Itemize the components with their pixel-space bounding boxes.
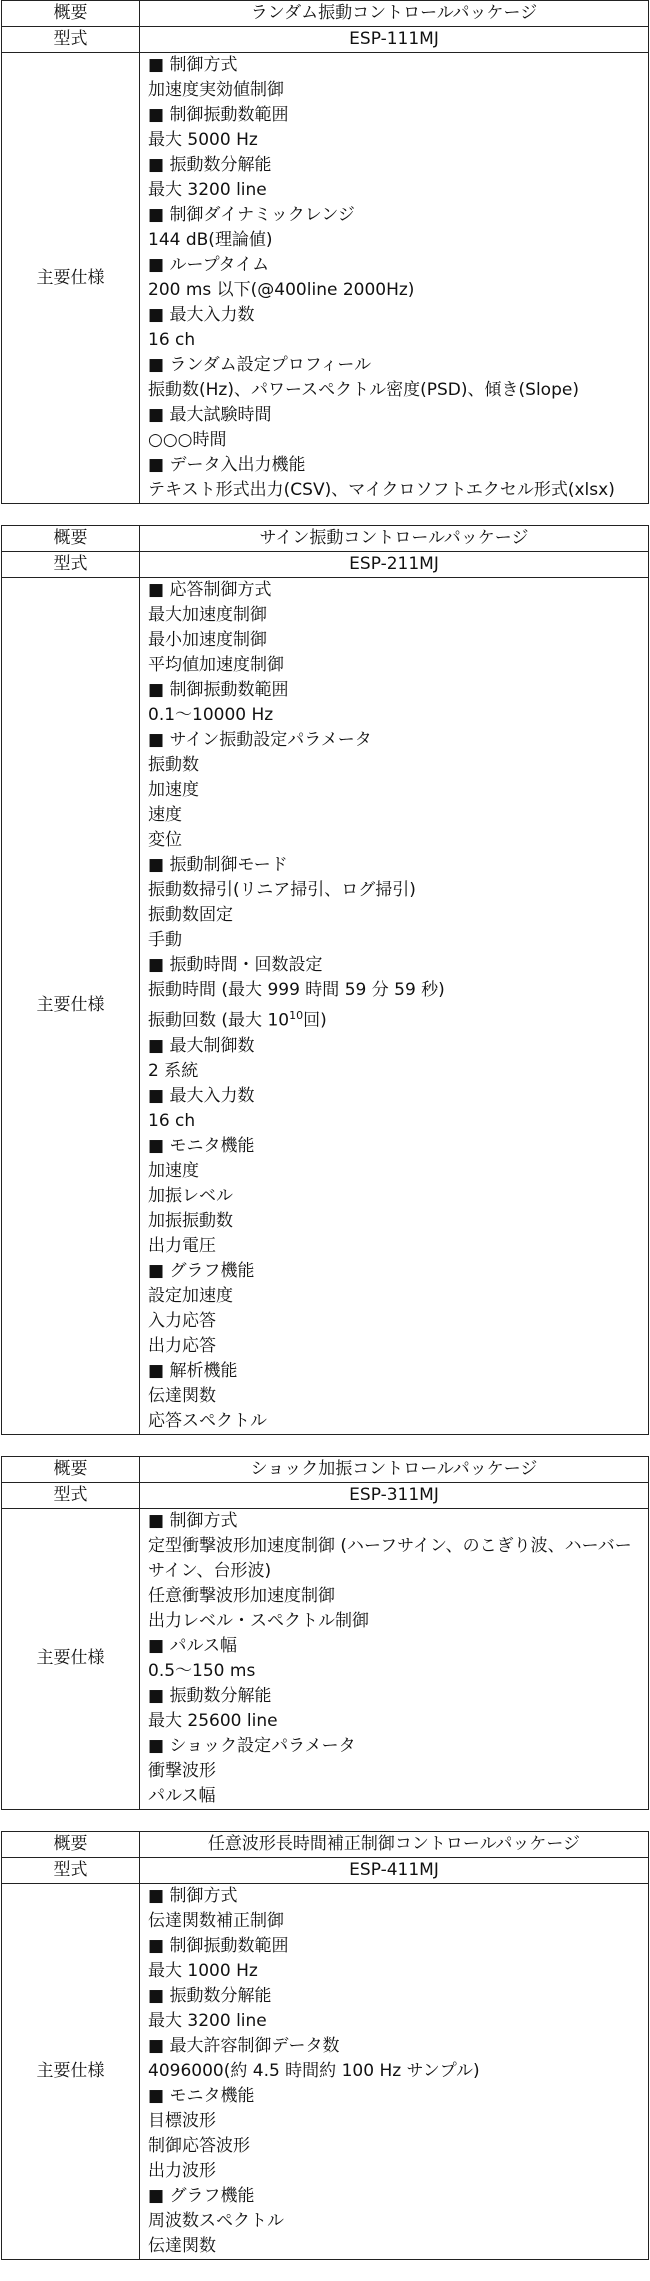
overview-label: 概要 [2, 1456, 140, 1482]
spec-item-text: 0.5～150 ms [148, 1660, 256, 1681]
spec-item [148, 1609, 640, 1634]
spec-heading-text: ■ モニタ機能 [148, 2085, 255, 2106]
spec-heading [148, 103, 640, 128]
spec-heading-text: ■ 解析機能 [148, 1360, 238, 1381]
package-title: 任意波形長時間補正制御コントロールパッケージ [140, 1831, 649, 1857]
spec-heading-text: ■ 最大入力数 [148, 1085, 255, 1106]
spec-item [148, 2109, 640, 2134]
spec-item-text: 振動数固定 [148, 905, 233, 925]
spec-item-text: 伝達関数 [148, 1385, 216, 1406]
spec-item-text: 出力応答 [148, 1335, 216, 1356]
overview-label: 概要 [2, 1, 140, 27]
spec-item-text: 衝撃波形 [148, 1760, 216, 1781]
spec-item-text: 振動数 [148, 755, 199, 775]
spec-heading [148, 1259, 640, 1284]
spec-item [148, 778, 640, 803]
spec-heading-text: ■ グラフ機能 [148, 1260, 255, 1281]
spec-item-text: 4096000(約 4.5 時間約 100 Hz サンプル) [148, 2060, 480, 2081]
spec-table [1, 1831, 649, 2260]
overview-row [2, 1, 649, 27]
spec-heading [148, 678, 640, 703]
spec-item [148, 928, 640, 953]
overview-row [2, 526, 649, 552]
spec-heading [148, 953, 640, 978]
spec-table [1, 0, 649, 504]
spec-heading-text: ■ 振動時間・回数設定 [148, 955, 323, 975]
spec-item [148, 1384, 640, 1409]
spec-item [148, 1409, 640, 1434]
spec-item [148, 228, 640, 253]
table-gap [0, 504, 650, 525]
spec-heading-text: ■ ショック設定パラメータ [148, 1735, 356, 1756]
spec-heading [148, 53, 640, 78]
spec-item [148, 1309, 640, 1334]
spec-heading-text: ■ 最大許容制御データ数 [148, 2035, 340, 2056]
spec-heading [148, 1359, 640, 1384]
spec-item [148, 2059, 640, 2084]
model-label: 型式 [2, 1857, 140, 1883]
spec-heading [148, 2034, 640, 2059]
spec-item-text: 定型衝撃波形加速度制御 (ハーフサイン、のこぎり波、ハーバーサイン、台形波) [148, 1535, 632, 1581]
spec-heading-text: ■ 最大制御数 [148, 1035, 255, 1056]
spec-item [148, 703, 640, 728]
spec-item-text: 0.1～10000 Hz [148, 705, 274, 725]
spec-heading-text: ■ 振動制御モード [148, 855, 288, 875]
spec-row [2, 53, 649, 504]
spec-item [148, 1534, 640, 1584]
overview-label: 概要 [2, 526, 140, 552]
spec-item [148, 1784, 640, 1809]
spec-heading-text: ■ 最大試験時間 [148, 405, 272, 425]
spec-heading-text: ■ ランダム設定プロフィール [148, 355, 372, 375]
spec-heading [148, 578, 640, 603]
spec-item-text: 最大 25600 line [148, 1710, 278, 1731]
overview-row [2, 1456, 649, 1482]
spec-item-text: 200 ms 以下(@400line 2000Hz) [148, 280, 415, 300]
spec-heading-text: ■ データ入出力機能 [148, 455, 306, 475]
spec-list [140, 53, 649, 504]
spec-heading-text: ■ 振動数分解能 [148, 1985, 272, 2006]
spec-item [148, 1759, 640, 1784]
spec-item-text: パルス幅 [148, 1785, 216, 1806]
spec-heading [148, 303, 640, 328]
spec-heading-text: ■ 振動数分解能 [148, 1685, 272, 1706]
spec-heading-text: ■ 制御振動数範囲 [148, 1935, 289, 1956]
spec-item-text: 144 dB(理論値) [148, 230, 273, 250]
spec-item-text: 加速度 [148, 1160, 199, 1181]
spec-heading [148, 403, 640, 428]
spec-item [148, 1059, 640, 1084]
spec-item-text: 制御応答波形 [148, 2135, 250, 2156]
spec-item [148, 1159, 640, 1184]
spec-item [148, 1959, 640, 1984]
spec-item-text: 2 系統 [148, 1060, 199, 1081]
spec-item [148, 2159, 640, 2184]
spec-heading [148, 453, 640, 478]
spec-item [148, 1209, 640, 1234]
spec-item [148, 1184, 640, 1209]
spec-item [148, 378, 640, 403]
spec-heading-text: ■ 最大入力数 [148, 305, 255, 325]
spec-heading [148, 1734, 640, 1759]
spec-item-text: 16 ch [148, 330, 196, 350]
exponent: 10 [289, 1009, 304, 1022]
model-number: ESP-111MJ [140, 27, 649, 53]
spec-heading [148, 728, 640, 753]
spec-item [148, 2134, 640, 2159]
spec-item [148, 2009, 640, 2034]
spec-item [148, 1909, 640, 1934]
spec-item-text: 最大 1000 Hz [148, 1960, 258, 1981]
spec-item-text: 入力応答 [148, 1310, 216, 1331]
spec-item [148, 78, 640, 103]
spec-list [140, 1883, 649, 2259]
spec-item-text: 加振レベル [148, 1185, 233, 1206]
spec-item-text: 目標波形 [148, 2110, 216, 2131]
spec-item [148, 1003, 640, 1034]
spec-heading-text: ■ 制御振動数範囲 [148, 105, 289, 125]
spec-item-text: 出力電圧 [148, 1235, 216, 1256]
spec-item [148, 878, 640, 903]
spec-item-text: 設定加速度 [148, 1285, 233, 1306]
spec-item [148, 1234, 640, 1259]
spec-item-text: ○○○時間 [148, 430, 227, 450]
package-title: サイン振動コントロールパッケージ [140, 526, 649, 552]
model-row [2, 1857, 649, 1883]
spec-heading [148, 153, 640, 178]
spec-heading-text: ■ 制御方式 [148, 1885, 238, 1906]
spec-item-text: 最大加速度制御 [148, 605, 267, 625]
model-label: 型式 [2, 1482, 140, 1508]
exponent-suffix: 回) [303, 1010, 327, 1031]
spec-heading [148, 2084, 640, 2109]
spec-item [148, 978, 640, 1003]
model-label: 型式 [2, 552, 140, 578]
spec-heading-text: ■ モニタ機能 [148, 1135, 255, 1156]
spec-item-text: 振動回数 (最大 10 [148, 1010, 290, 1031]
spec-list [140, 1508, 649, 1809]
spec-heading-text: ■ パルス幅 [148, 1635, 237, 1656]
spec-label: 主要仕様 [2, 1883, 140, 2259]
spec-row [2, 578, 649, 1435]
spec-item [148, 828, 640, 853]
spec-item-text: 最大 3200 line [148, 2010, 267, 2031]
spec-item [148, 2234, 640, 2259]
spec-item [148, 2209, 640, 2234]
spec-item [148, 328, 640, 353]
spec-item-text: 伝達関数 [148, 2235, 216, 2256]
package-title: ショック加振コントロールパッケージ [140, 1456, 649, 1482]
spec-table [1, 525, 649, 1435]
overview-label: 概要 [2, 1831, 140, 1857]
spec-item-text: 最大 5000 Hz [148, 130, 258, 150]
spec-heading [148, 1984, 640, 2009]
spec-heading-text: ■ 制御方式 [148, 1510, 238, 1531]
spec-heading [148, 853, 640, 878]
spec-item-text: 最小加速度制御 [148, 630, 267, 650]
spec-label: 主要仕様 [2, 1508, 140, 1809]
spec-item-text: 周波数スペクトル [148, 2210, 284, 2231]
spec-item-text: 加速度実効値制御 [148, 80, 284, 100]
spec-item [148, 178, 640, 203]
spec-heading [148, 203, 640, 228]
spec-item-text: 振動数掃引(リニア掃引、ログ掃引) [148, 880, 416, 900]
spec-heading [148, 353, 640, 378]
spec-item [148, 653, 640, 678]
spec-label: 主要仕様 [2, 578, 140, 1435]
spec-item [148, 803, 640, 828]
package-title: ランダム振動コントロールパッケージ [140, 1, 649, 27]
spec-item-text: 伝達関数補正制御 [148, 1910, 284, 1931]
spec-heading [148, 1134, 640, 1159]
model-label: 型式 [2, 27, 140, 53]
spec-item [148, 278, 640, 303]
spec-heading [148, 1034, 640, 1059]
spec-item-text: 振動数(Hz)、パワースペクトル密度(PSD)、傾き(Slope) [148, 380, 579, 400]
spec-item-text: 16 ch [148, 1110, 196, 1131]
overview-row [2, 1831, 649, 1857]
spec-item [148, 128, 640, 153]
spec-item-text: テキスト形式出力(CSV)、マイクロソフトエクセル形式(xlsx) [148, 480, 615, 500]
model-row [2, 27, 649, 53]
spec-heading [148, 1934, 640, 1959]
spec-item [148, 1584, 640, 1609]
spec-heading-text: ■ 振動数分解能 [148, 155, 272, 175]
spec-heading [148, 1684, 640, 1709]
spec-heading-text: ■ 制御振動数範囲 [148, 680, 289, 700]
spec-heading-text: ■ 制御ダイナミックレンジ [148, 205, 355, 225]
spec-item [148, 603, 640, 628]
spec-item [148, 753, 640, 778]
spec-heading-text: ■ グラフ機能 [148, 2185, 255, 2206]
spec-heading [148, 253, 640, 278]
spec-label: 主要仕様 [2, 53, 140, 504]
model-number: ESP-311MJ [140, 1482, 649, 1508]
spec-list [140, 578, 649, 1435]
spec-table [1, 1456, 649, 1810]
spec-heading [148, 2184, 640, 2209]
model-number: ESP-411MJ [140, 1857, 649, 1883]
model-row [2, 552, 649, 578]
spec-item-text: 平均値加速度制御 [148, 655, 284, 675]
table-gap [0, 1435, 650, 1456]
spec-item [148, 1659, 640, 1684]
spec-item-text: 任意衝撃波形加速度制御 [148, 1585, 335, 1606]
spec-heading-text: ■ ループタイム [148, 255, 270, 275]
spec-item-text: 振動時間 (最大 999 時間 59 分 59 秒) [148, 980, 445, 1000]
spec-item-text: 手動 [148, 930, 182, 950]
spec-heading [148, 1884, 640, 1909]
spec-item-text: 速度 [148, 805, 182, 825]
spec-item-text: 最大 3200 line [148, 180, 267, 200]
spec-row [2, 1508, 649, 1809]
spec-item-text: 加速度 [148, 780, 199, 800]
spec-item [148, 1334, 640, 1359]
spec-item [148, 1109, 640, 1134]
spec-heading [148, 1634, 640, 1659]
spec-row [2, 1883, 649, 2259]
spec-heading [148, 1509, 640, 1534]
spec-item [148, 903, 640, 928]
spec-heading-text: ■ サイン振動設定パラメータ [148, 730, 372, 750]
spec-item-text: 変位 [148, 830, 182, 850]
spec-heading-text: ■ 応答制御方式 [148, 580, 272, 600]
spec-heading-text: ■ 制御方式 [148, 55, 238, 75]
table-gap [0, 1810, 650, 1831]
spec-item-text: 出力レベル・スペクトル制御 [148, 1610, 369, 1631]
spec-heading [148, 1084, 640, 1109]
spec-item-text: 加振振動数 [148, 1210, 233, 1231]
spec-item [148, 478, 640, 503]
spec-item [148, 1709, 640, 1734]
spec-item [148, 428, 640, 453]
spec-item-text: 出力波形 [148, 2160, 216, 2181]
model-number: ESP-211MJ [140, 552, 649, 578]
spec-item-text: 応答スペクトル [148, 1410, 267, 1431]
model-row [2, 1482, 649, 1508]
spec-item [148, 1284, 640, 1309]
spec-item [148, 628, 640, 653]
